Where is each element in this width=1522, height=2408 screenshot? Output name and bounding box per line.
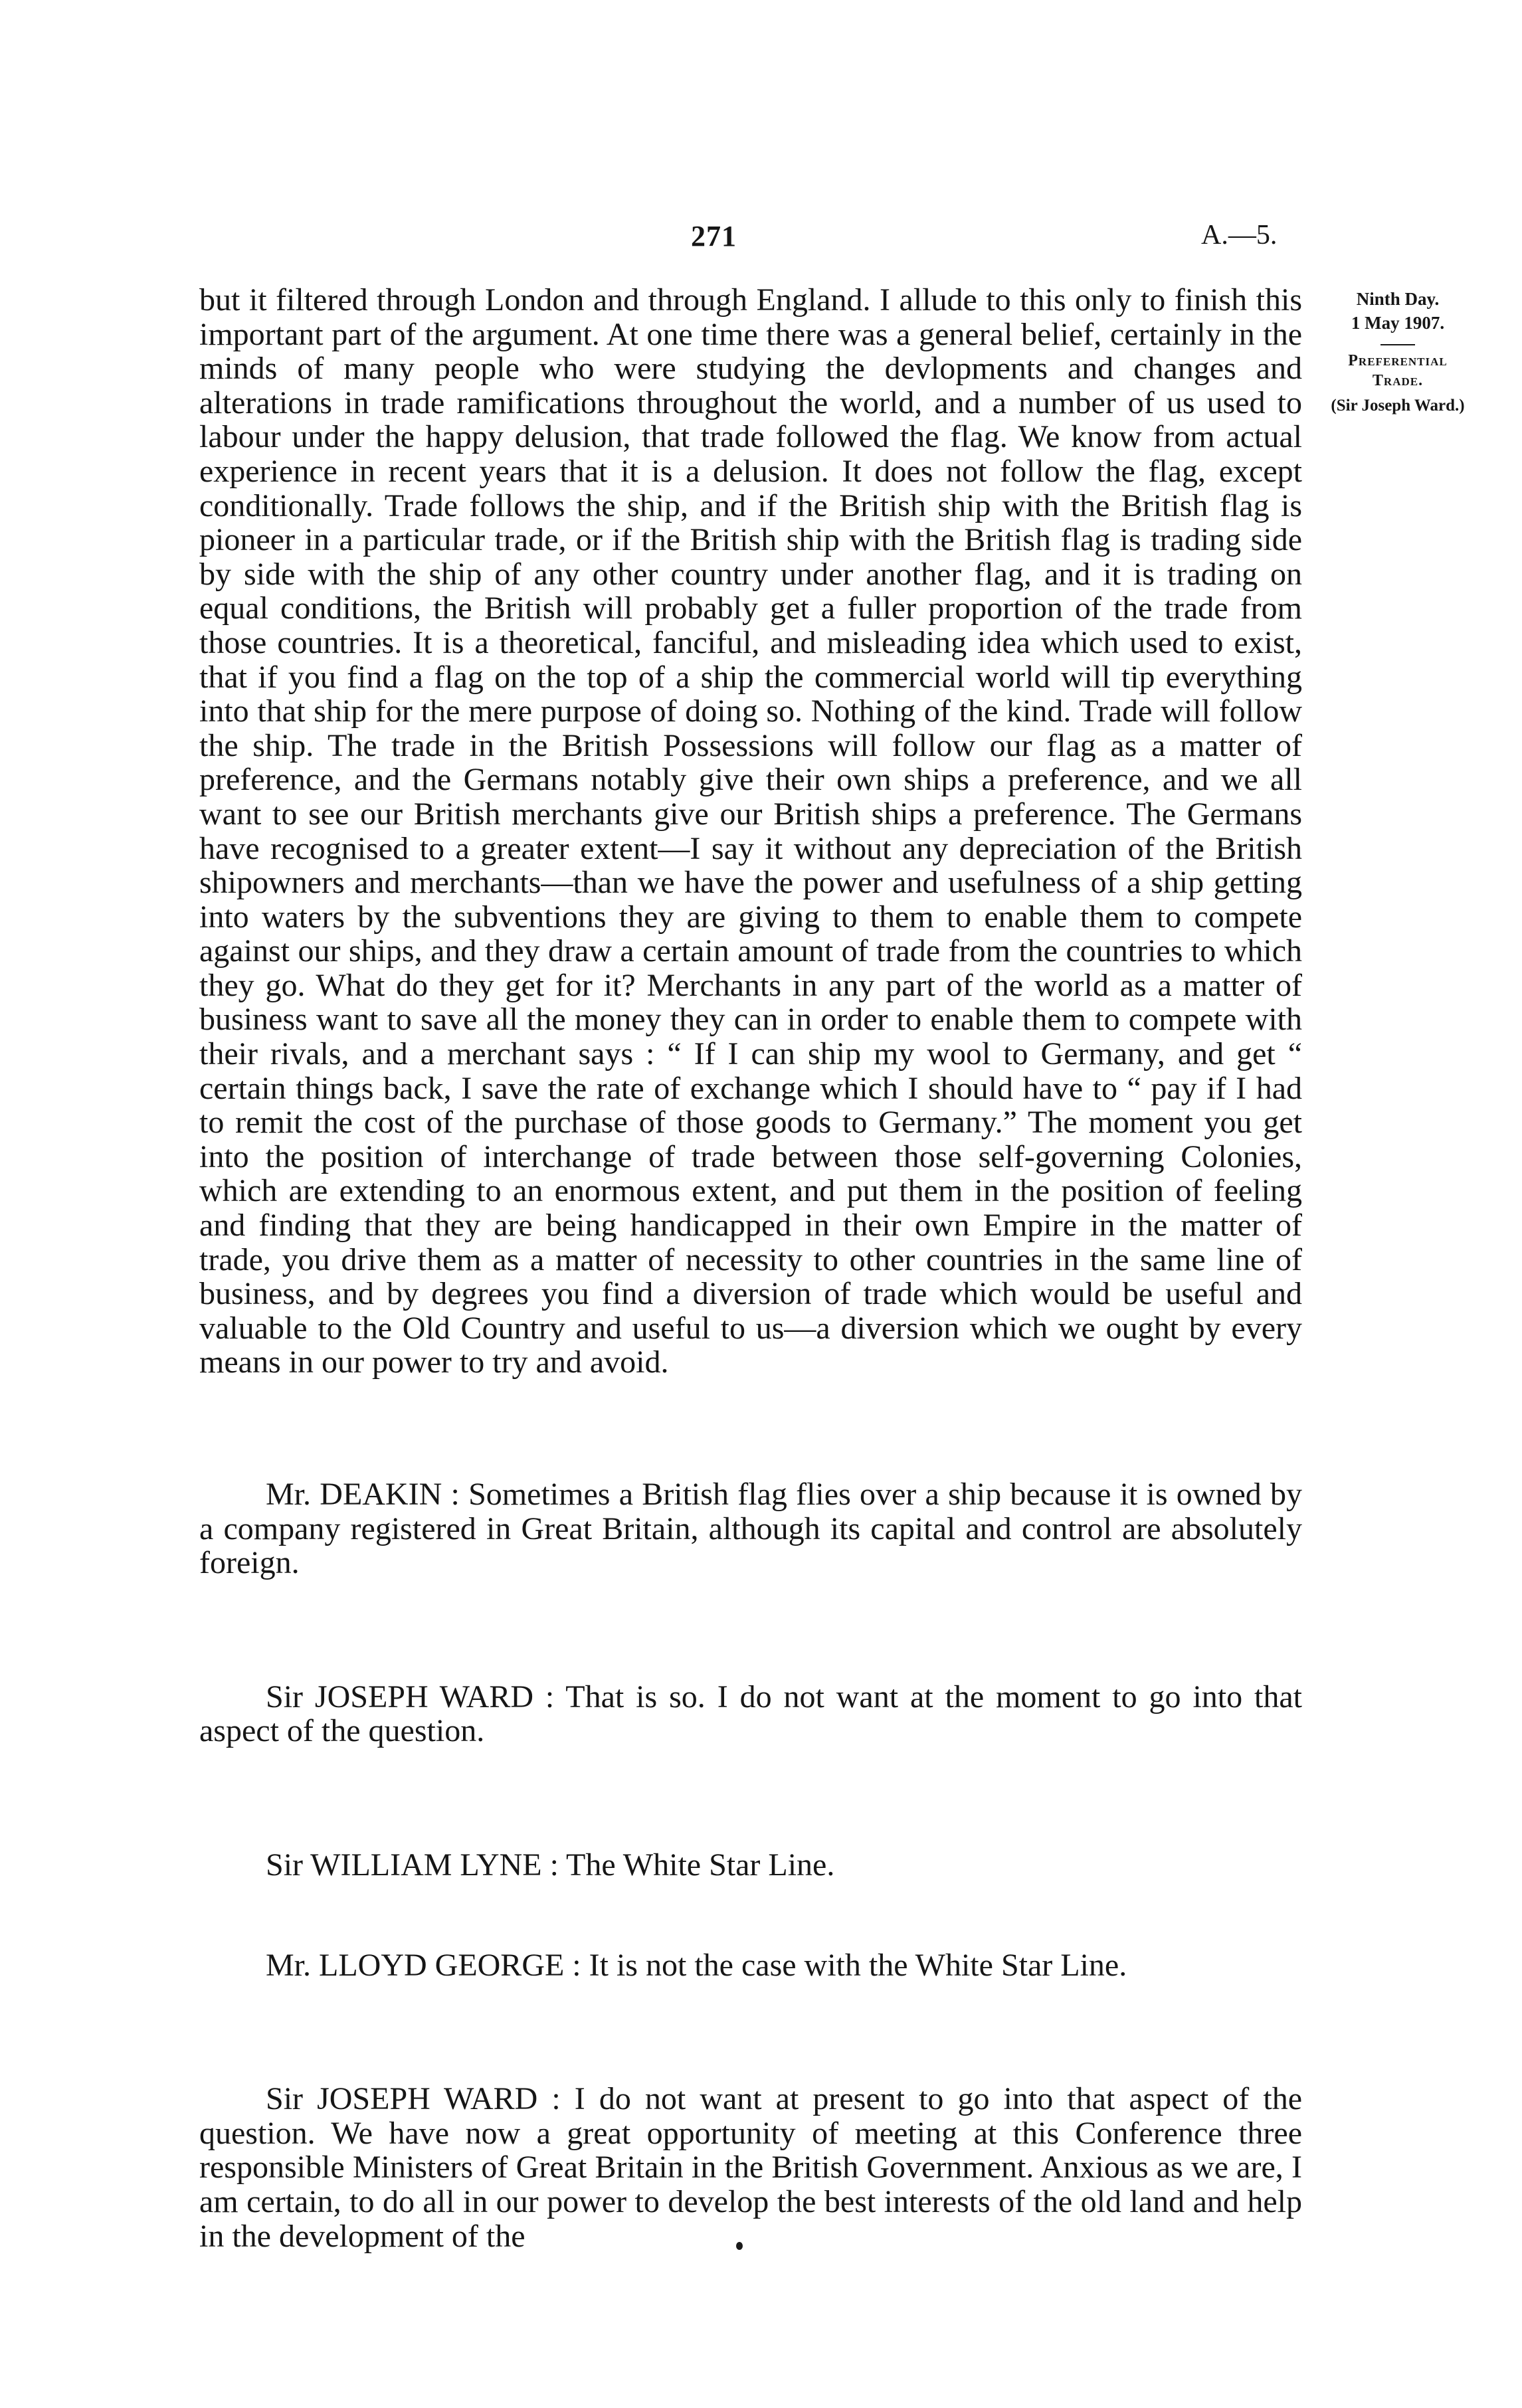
speaker-name: Mr. DEAKIN : — [266, 1477, 460, 1512]
speech-text: I do not want at present to go into that aspect of the question. We have now a great opportunity of meeting at this Conference three responsible Ministers of Great Britain in the British Government. Anxious as we are, I am certain, to do all in our power to develop the best interests of the old land and help in the development of the — [199, 2081, 1302, 2254]
bullet-mark — [736, 2242, 743, 2250]
speech-lloyd-george — [199, 1948, 1302, 1983]
speaker-name: Sir WILLIAM LYNE : — [266, 1847, 559, 1883]
margin-note — [1327, 287, 1468, 416]
speaker-name: Mr. LLOYD GEORGE : — [266, 1947, 581, 1983]
document-reference: A.—5. — [1201, 220, 1278, 250]
speech-deakin — [199, 1477, 1302, 1580]
margin-note-date: 1 May 1907. — [1351, 313, 1445, 333]
speech-ward-2 — [199, 2082, 1302, 2253]
speech-ward-1 — [199, 1680, 1302, 1748]
speech-text: It is not the case with the White Star Line. — [581, 1947, 1127, 1983]
paragraph-opening — [199, 283, 1302, 1380]
body-text — [199, 283, 1302, 2253]
speech-lyne — [199, 1848, 1302, 1883]
speaker-name: Sir JOSEPH WARD : — [266, 1679, 555, 1714]
speaker-name: Sir JOSEPH WARD : — [266, 2081, 561, 2117]
margin-note-day: Ninth Day. — [1356, 289, 1440, 309]
speech-text: Sometimes a British flag flies over a ship because it is owned by a company registered in Great Britain, although its capital and control are absolutely foreign. — [199, 1477, 1303, 1581]
paragraph-text: but it filtered through London and through England. I allude to this only to finish this important part of the argument. At one time there was a general belief, certainly in the minds of many people who were studying the devlopments and changes and alterations in trade ramifications throughout the world, and a number of us used to labour under the happy delusion, that trade followed the flag. We know from actual experience in recent years that it is a delusion. It does not follow the flag, except conditionally. Trade follows the ship, and if the British ship with the British flag is pioneer in a particular trade, or if the British ship with the British flag is trading side by side with the ship of any other country under another flag, and it is trading on equal conditions, the British will probably get a fuller proportion of the trade from those countries. It is a theoretical, fanciful, and misleading idea which used to exist, that if you find a flag on the top of a ship the commercial world will tip everything into that ship for the mere purpose of doing so. Nothing of the kind. Trade will follow the ship. The trade in the British Possessions will follow our flag as a matter of preference, and the Germans notably give their own ships a preference, and we all want to see our British merchants give our British ships a preference. The Germans have recognised to a greater extent—I say it without any depreciation of the British shipowners and merchants—than we have the power and usefulness of a ship getting into waters by the subventions they are giving to them to enable them to compete against our ships, and they draw a certain amount of trade from the countries to which they go. What do they get for it? Merchants in any part of the world as a matter of business want to save all the money they can in order to enable them to compete with their rivals, and a merchant says : “ If I can ship my wool to Germany, and get “ certain things back, I save the rate of exchange which I should have to “ pay if I had to remit the cost of the purchase of those goods to Germany.” The moment you get into the position of interchange of trade between those self-governing Colonies, which are extending to an enormous extent, and put them in the position of feeling and finding that they are being handicapped in their own Empire in the matter of trade, you drive them as a matter of necessity to other countries in the same line of business, and by degrees you find a diversion of trade which would be useful and valuable to the Old Country and useful to us—a diversion which we ought by every means in our power to try and avoid. — [199, 282, 1302, 1380]
margin-note-speaker: (Sir Joseph Ward.) — [1331, 397, 1465, 415]
margin-note-topic: Preferential Trade. — [1348, 352, 1448, 389]
margin-note-divider — [1380, 344, 1415, 345]
page-number: 271 — [691, 220, 737, 252]
speech-text: That is so. I do not want at the moment to go into that aspect of the question. — [199, 1679, 1302, 1749]
speech-text: The White Star Line. — [558, 1847, 835, 1883]
